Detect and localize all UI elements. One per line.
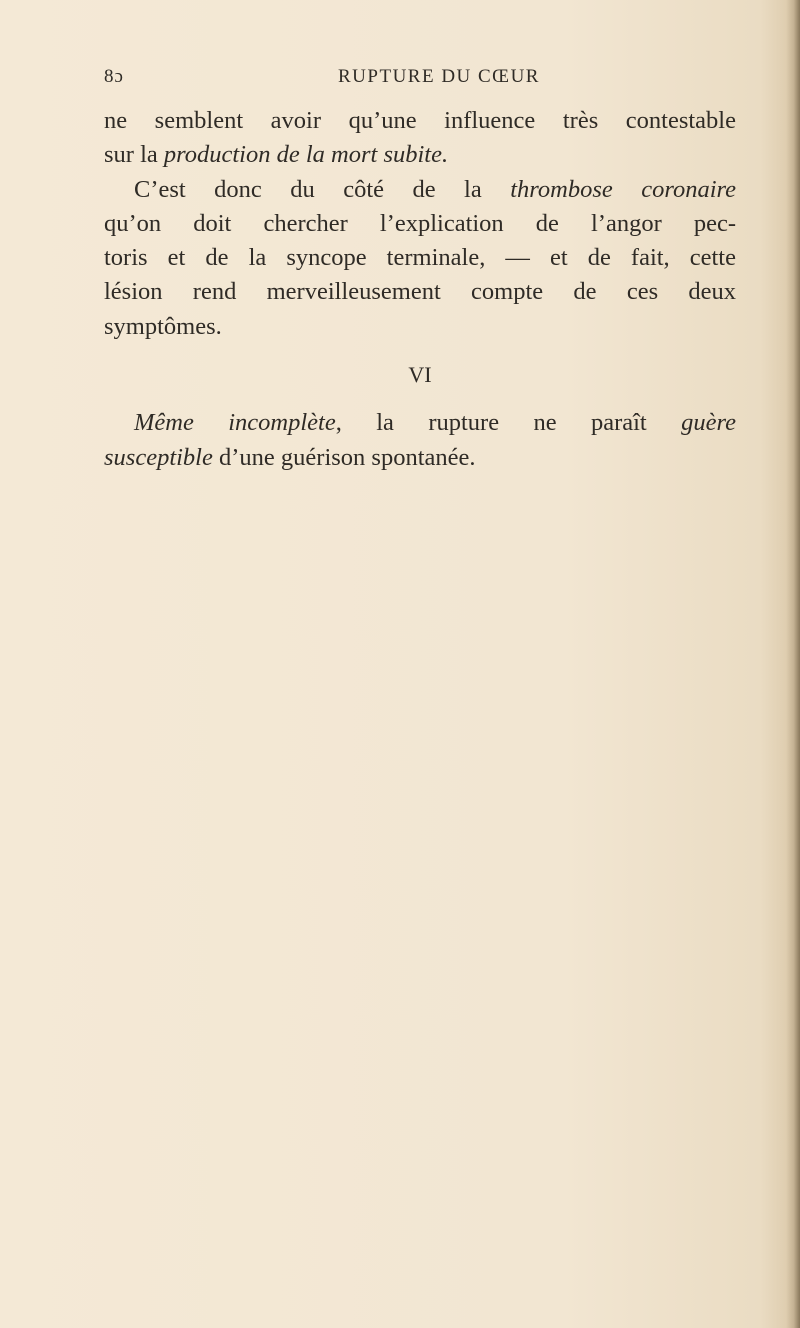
page-number: 8ɔ [104,66,124,87]
paragraph-2-line-5: symptômes. [104,312,222,340]
section-heading: VI [408,362,432,388]
paragraph-2-line-1-text: C’est donc du côté de la [134,175,511,203]
body-text [104,104,736,475]
running-title: RUPTURE DU CŒUR [338,66,540,87]
paragraph-3-italic-lead: Même incomplète [134,409,336,437]
paragraph-2-italic-term: thrombose coronaire [510,175,737,203]
page-edge-shadow [786,0,800,1328]
paragraph-2-line-2: qu’on doit chercher l’explication de l’angor pec- [104,209,736,237]
paragraph-2-line-4: lésion rend merveilleusement compte de ces deux [104,278,736,306]
paragraph-3-italic-word-2: susceptible [104,443,213,471]
paragraph-3-line-2 [104,441,736,475]
paragraph-1-line-2-text: sur la [104,141,164,169]
running-head [104,66,736,92]
paragraph-2-line-1 [104,173,736,207]
paragraph-1-italic-phrase: production de la mort subite. [163,141,449,169]
paragraph-1-line-2 [104,138,736,172]
paragraph-3-line-2-text: d’une guérison spontanée. [212,443,476,471]
paragraph-1-line-1: ne semblent avoir qu’une influence très contestable [104,107,736,134]
paragraph-2-line-3: toris et de la syncope terminale, — et de fait, cette [104,244,736,272]
paragraph-3-line-1-text: , la rupture ne paraît [335,409,682,437]
paragraph-3-line-1 [104,406,736,440]
paragraph-3-italic-word: guère [681,409,736,437]
